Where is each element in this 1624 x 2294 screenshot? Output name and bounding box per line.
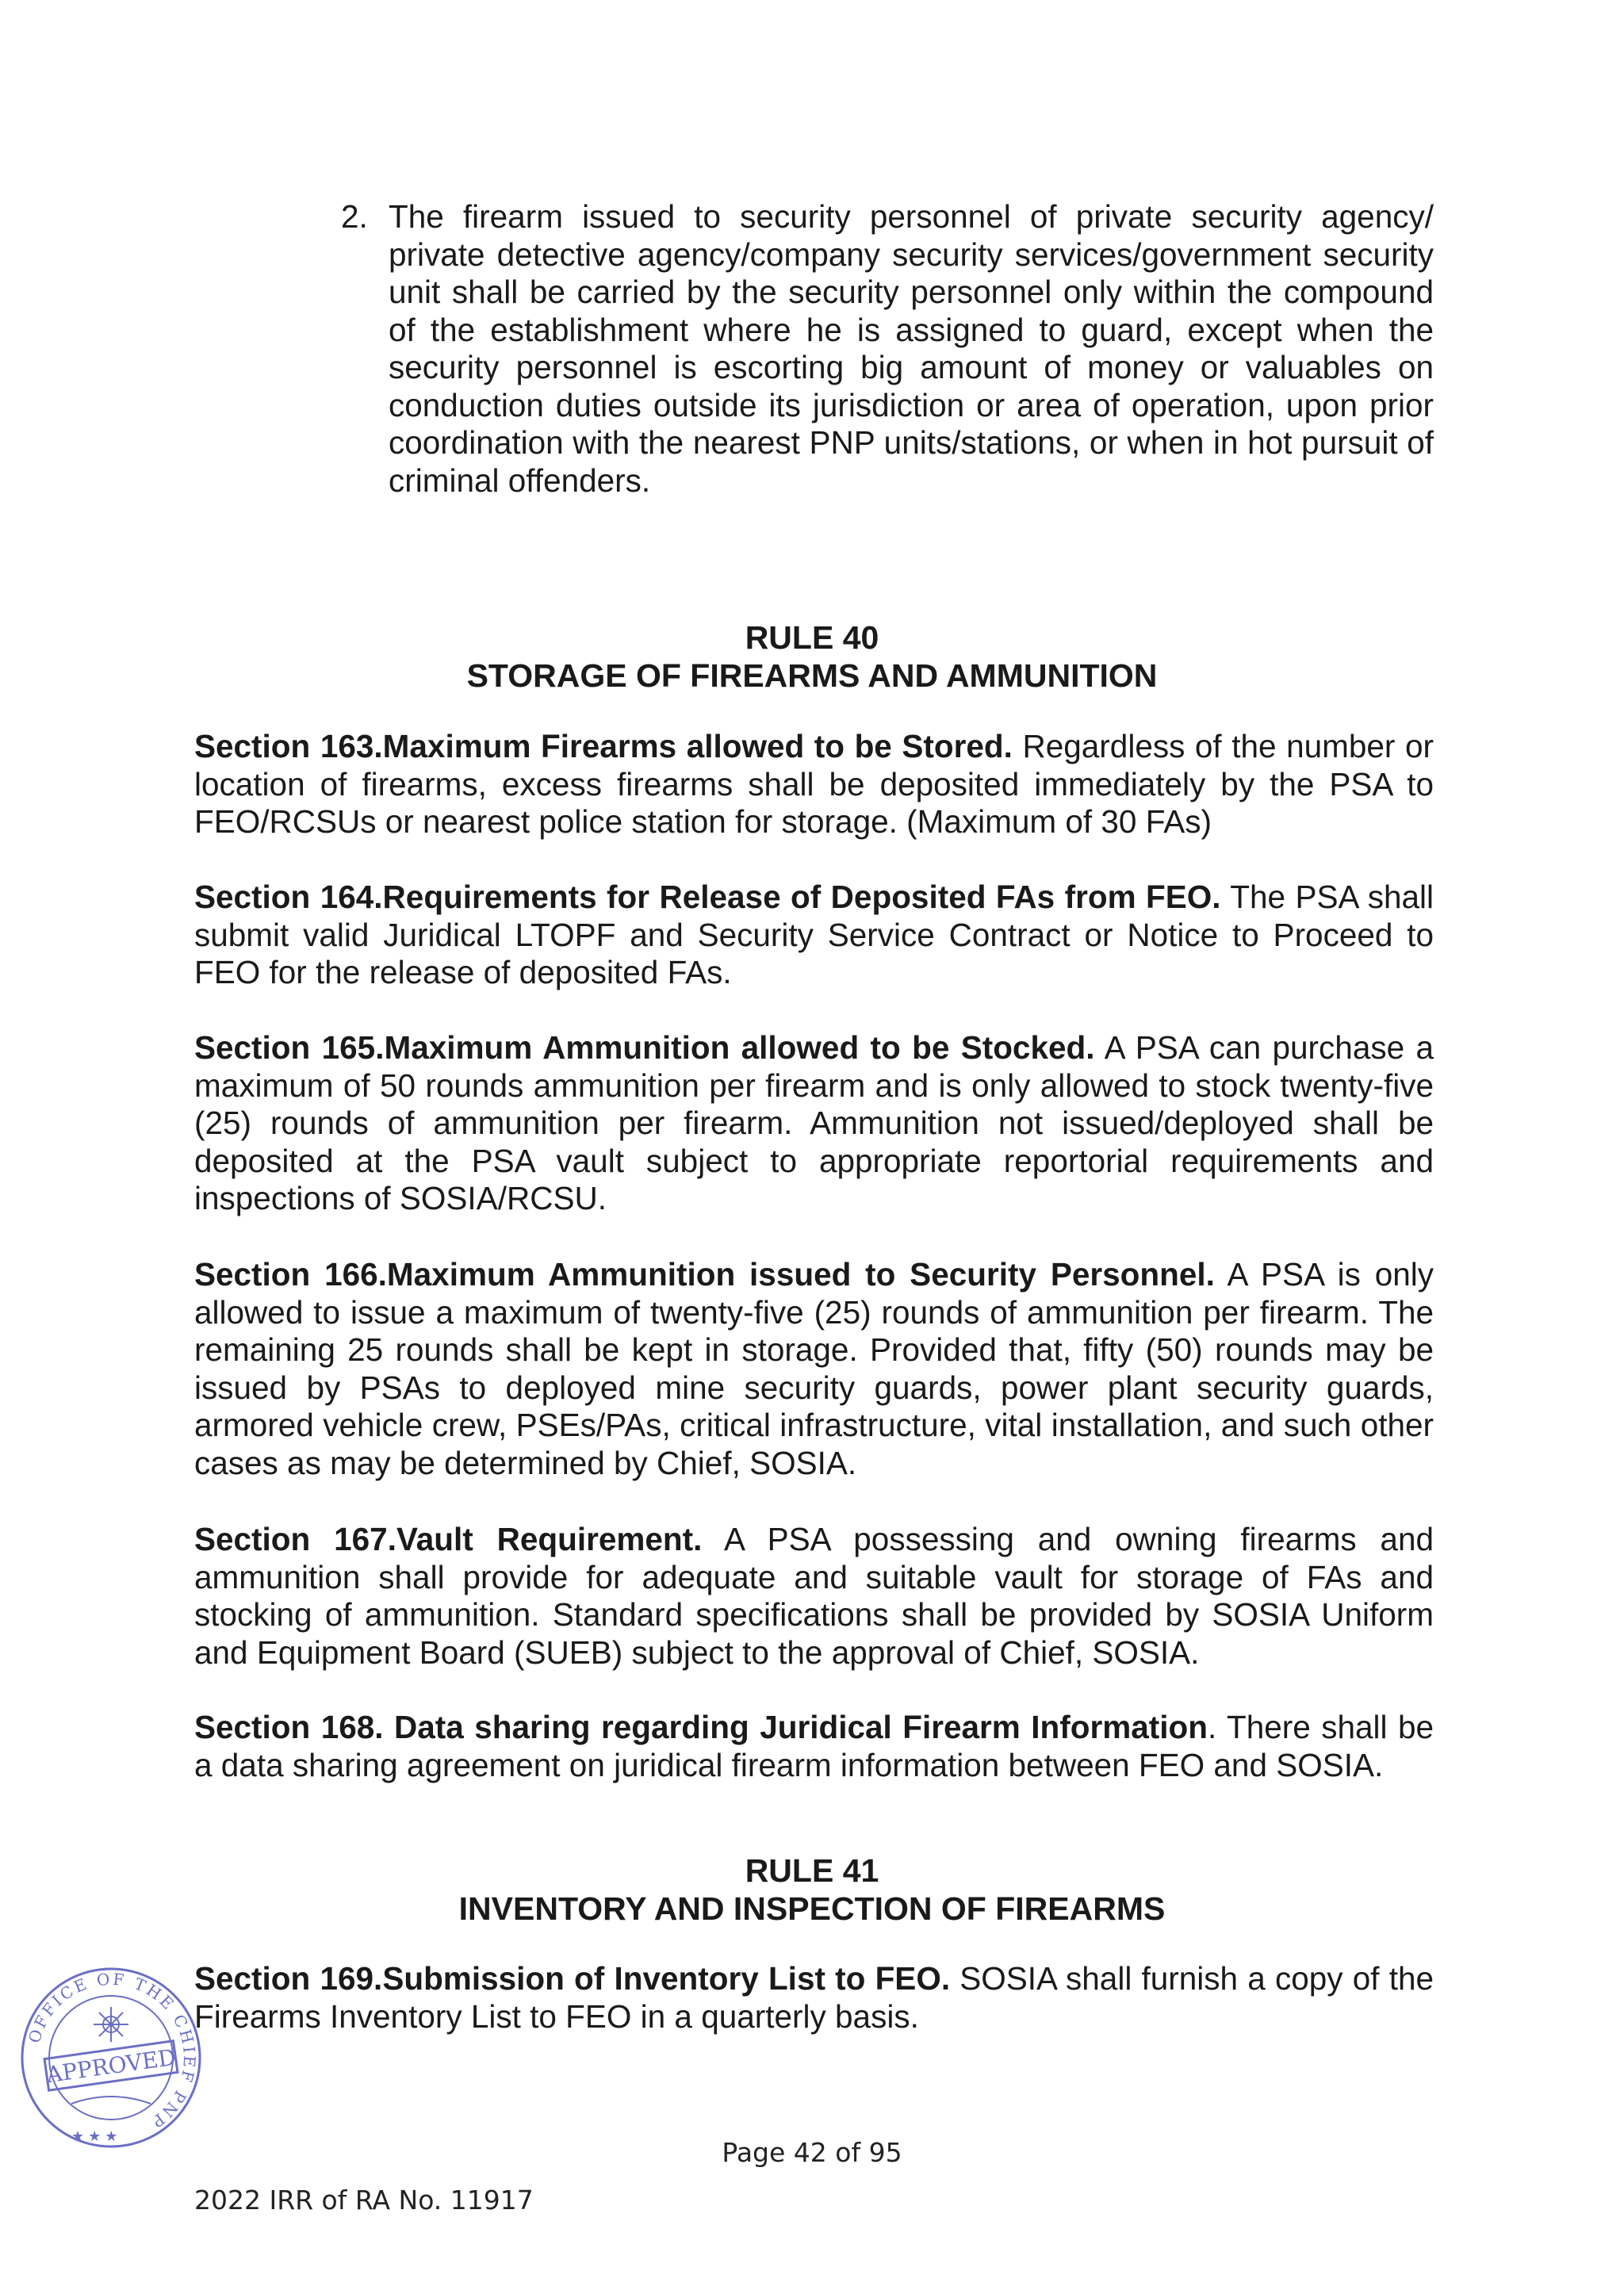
section-body: The PSA shall submit valid Juridical LTOPF and Security Service Contract or Notice to Proceed to FEO for the release of deposited FAs. [194, 879, 1434, 990]
section-label: Section 165. [194, 1029, 385, 1066]
section-163 [194, 728, 1434, 841]
rule-40-number: RULE 40 [745, 619, 879, 656]
section-heading: Submission of Inventory List to FEO. [382, 1960, 951, 1997]
rule-41-number: RULE 41 [745, 1852, 879, 1889]
section-body: . There shall be a data sharing agreement on juridical firearm information between FEO and SOSIA. [194, 1709, 1434, 1783]
section-label: Section 167. [194, 1521, 396, 1557]
rule-40-title: STORAGE OF FIREARMS AND AMMUNITION [466, 657, 1158, 694]
section-heading: Data sharing regarding Juridical Firearm Information [394, 1709, 1208, 1745]
section-heading: Maximum Firearms allowed to be Stored. [382, 728, 1013, 764]
section-168 [194, 1709, 1434, 1784]
section-167 [194, 1521, 1434, 1672]
seal-stamp-text: APPROVED [44, 2043, 178, 2089]
section-label: Section 163. [194, 728, 383, 764]
section-body: A PSA can purchase a maximum of 50 rounds ammunition per firearm and is only allowed to stock twenty-five (25) rounds of ammunition per firearm. Ammunition not issued/deployed shall be deposited at the PSA vault subject to appropriate reportorial requirements and inspections of SOSIA/RCSU. [194, 1029, 1434, 1216]
seal-ring-text: OFFICE OF THE CHIEF PNP [24, 1969, 200, 2133]
section-body: A PSA possessing and owning firearms and ammunition shall provide for adequate and suitable vault for storage of FAs and stocking of ammunition. Standard specifications shall be provided by SOSIA Uniform and Equipment Board (SUEB) subject to the approval of Chief, SOSIA. [194, 1521, 1434, 1671]
section-label: Section 166. [194, 1256, 387, 1293]
section-165 [194, 1029, 1434, 1218]
section-label: Section 168. [194, 1709, 395, 1745]
section-heading: Maximum Ammunition allowed to be Stocked. [384, 1029, 1095, 1066]
section-169 [194, 1960, 1434, 2035]
document-reference: 2022 IRR of RA No. 11917 [194, 2185, 534, 2215]
section-label: Section 169. [194, 1960, 383, 1997]
page-number: Page 42 of 95 [722, 2137, 902, 2168]
section-body: A PSA is only allowed to issue a maximum of twenty-five (25) rounds of ammunition per firearm. The remaining 25 rounds shall be kept in storage. Provided that, fifty (50) rounds may be issued by PSAs to deployed mine security guards, power plant security guards, armored vehicle crew, PSEs/PAs, critical infrastructure, vital installation, and such other cases as may be determined by Chief, SOSIA. [194, 1256, 1434, 1481]
rule-41-title: INVENTORY AND INSPECTION OF FIREARMS [458, 1890, 1166, 1927]
section-body: SOSIA shall furnish a copy of the Firearms Inventory List to FEO in a quarterly basis. [194, 1960, 1434, 2035]
section-body: Regardless of the number or location of firearms, excess firearms shall be deposited immediately by the PSA to FEO/RCSUs or nearest police station for storage. (Maximum of 30 FAs) [194, 728, 1434, 840]
section-166 [194, 1256, 1434, 1482]
list-item-text: The firearm issued to security personnel of private security agency/ private detective agency/company security services/government security unit shall be carried by the security personnel only within the compound of the establishment where he is assigned to guard, except when the security personnel is escorting big amount of money or valuables on conduction duties outside its jurisdiction or area of operation, upon prior coordination with the nearest PNP units/stations, or when in hot pursuit of criminal offenders. [389, 198, 1434, 499]
section-heading: Vault Requirement. [396, 1521, 703, 1557]
list-item-number: 2. [341, 198, 368, 235]
section-label: Section 164. [194, 879, 383, 915]
svg-text:★ ★ ★: ★ ★ ★ [71, 2128, 118, 2144]
section-164 [194, 879, 1434, 992]
section-heading: Requirements for Release of Deposited FAs from FEO. [382, 879, 1221, 915]
section-heading: Maximum Ammunition issued to Security Personnel. [386, 1256, 1215, 1293]
approved-seal-icon [16, 1963, 206, 2153]
